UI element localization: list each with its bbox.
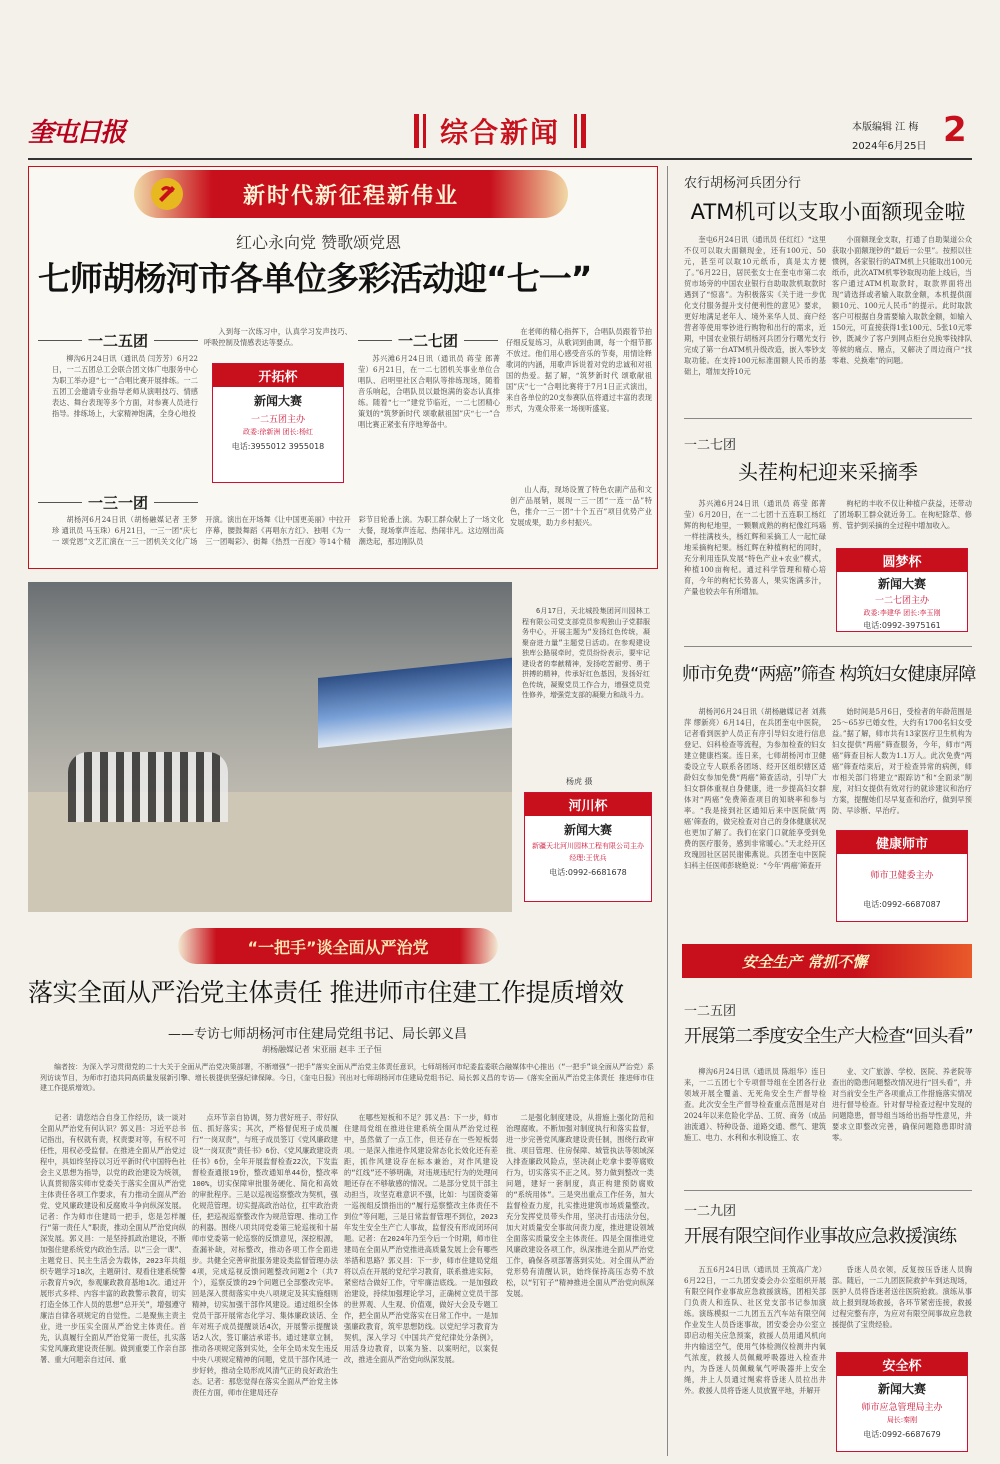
feature-col4: 二是强化制度建设，从措施上强化防范和治理腐败。不断加强对制度执行和落实监督，进一步完善党风廉政建设责任制，围绕行政审批、项目管理、住房保障、城管执法等领域深入排查廉政风险点，坚决刹止吃拿卡要等腐败行为，切实落实不正之风。努力做到整改一类问题，建好一套制度，真正构建预防腐败的“系统用体”。三是突出重点工作任务，加大监督检查力度，扎实推进建筑市场质量整改。充分发挥党员带头作用，坚决打击违法分包，加大对质量安全事故问责力度，推进建设领域全面落实质量安全主体责任。四是全面推进党风廉政建设各项工作，纵深推进全面从严治党工作，确保各项部署落到实处。对全面从严治党形势有清醒认识，始终保持高压态势不放松，以“钉钉子”精神推进全面从严治党向纵深发展。 — [506, 1113, 654, 1298]
section-title-125: 一二五团 — [38, 330, 198, 351]
feature-col1: 记者：请您结合自身工作经历，谈一谈对全面从严治党有何认识？郭义昌：习近平总书记指出，有权就有责，权责要对等，有权不可任性，用权必受监督。在推进全面从严治党过程中，具如终坚持以习近平新时代中国特色社会主义思想为指导，以党的政治建设为统领，认真贯彻落实师市党委关于落实全面从严治党主体责任各项工作要求，有力推动全面从严治党、党风廉政建设和反腐败斗争向纵深发展。记者：作为师市住建局一把手，您是怎样履行“第一责任人”职责，推动全面从严治党向纵深发展。郭义昌：一是坚持抓政治建设，不断加强住建系统党内政治生活。以“三会一课”、主题党日、民主生活会为载体，2023年共组织专题学习18次，主题研讨、观看住建系统警示教育片9次，参观廉政教育基地1次。通过开展形式多样、内容丰富的政教警示教育，切实打造全体工作人员的思想“总开关”，增强遵守廉洁自律各项规定的自觉性。二是聚焦主责主业，进一步压实全面从严治党主体责任。首先，认真履行全面从严治党第一责任，扎实落实党风廉政建设责任制。做到重要工作亲自部署、重大问题亲自过问、重 — [40, 1113, 186, 1364]
lead-kicker: 红心永向党 赞歌颂党恩 — [236, 233, 402, 252]
safety-banner — [682, 944, 972, 978]
atm-kicker: 农行胡杨河兵团分行 — [684, 176, 802, 191]
section-title-127: 一二七团 — [358, 330, 498, 351]
feature-col3: 在哪些短板和不足？郭义昌：下一步，师市住建局党组在推进住建系统全面从严治党过程中，虽然做了一点工作，但还存在一些短板弱项。一是深入推进作风建设常态化长效化还有差距，抓作风建设存在标本兼治，对作风建设的“红线”还不够明确，对违规违纪行为的处理问题还存在不够敏感的情况。二是部分党员干部主动担当，攻坚克难意识不强，比如：与国资委第一巡视组反馈指出的“履行巡察整改主体责任不到位”等问题，三是日常监督管理不到位，2023年发生安全生产亡人事故，监督没有形成闭环问题。记者：在2024年乃至今后一个时期，师市住建局在全面从严治党推进高质量发展上会有哪些举措和思路？郭义昌：下一步，师市住建局党组将以点在开展的党纪学习教育，联系推进实际，紧密结合做好工作，守牢廉洁底线。一是加强政治建设，持续加强理论学习，正确树立党员干部的世界观、人生观、价值观，做好大会及专题工作，把全面从严治党落实在日常工作中。一是加强廉政教育，筑牢思想防线。以党纪学习教育为契机，深入学习《中国共产党纪律处分条例》，用活身边教育，以案为鉴、以案明纪，以案促改，推进全面从严治党向纵深发展。 — [344, 1113, 498, 1364]
party-emblem-icon — [150, 177, 184, 211]
safety-t1b: 业、文广旅游、学校、医院、养老院等查出的隐患问题整改情况进行“回头看”，并对当前安全生产各项重点工作措施落实情况进行督导检查。针对督导检查过程中发现的问题隐患，督导组当场给出指导性意见，并要求立即整改完善，确保问题隐患即时清零。 — [832, 1067, 972, 1142]
newspaper-logo: 奎屯日报 — [28, 118, 125, 148]
gouqi-kicker: 一二七团 — [684, 438, 737, 453]
ad-anquan: 安全杯 新闻大赛 师市应急管理局主办 局长:秦刚 电话:0992-6687679 — [836, 1352, 968, 1452]
gouqi-col1: 苏兴滩6月24日讯（通讯员 蒋莹 郎菁莹）6月20日，在一二七团十五连职工杨红辉的枸杞地里，一颗颗成熟的枸杞像红玛瑙一样挂满枝头，杨红辉和采摘工人一起忙碌地采摘枸杞果。杨红辉在种植枸杞的同时，充分利用连队发展“特色产业+农业”模式，种植100亩枸杞。通过科学管理和精心培育，今年的枸杞长势喜人，果实饱满多汁，产量也较去年有所增加。 — [684, 499, 826, 596]
ad-kaituo: 开拓杯 新闻大赛 一二五团主办 政委:徐新洲 团长:杨红 电话:3955012 3955018 — [212, 363, 344, 483]
ad-jiankang: 健康师市 师市卫健委主办 电话:0992-6687087 — [836, 830, 968, 922]
atm-headline: ATM机可以支取小面额现金啦 — [690, 200, 966, 224]
lead-col5: 胡杨河6月24日讯（胡杨融媒记者 王梦珍 通讯员 马玉珠）6月21日，一三一团“庆七一 颂党恩”文艺汇演在一三一团机关文化广场开演。演出在开场舞《让中国更美丽》中拉开序幕，腰鼓舞蹈《再唱东方红》、独唱《为一三一团喝彩》、街舞《热烈一百度》等14个精彩节目轮番上演。为职工群众献上了一场文化大餐，现场掌声连起、热闹非凡。这边刚出高潮迭起，那边刚队员 — [52, 515, 504, 546]
gouqi-col2: 枸杞的丰收不仅让种植户获益，还带动了团场职工群众就近务工。在枸杞除草、修剪、管护到采摘的全过程中增加收入。 — [832, 499, 972, 530]
issue-date: 2024年6月25日 — [852, 141, 927, 152]
gouqi-headline: 头茬枸杞迎来采摘季 — [738, 460, 918, 484]
safety-t1a: 柳沟6月24日讯（通讯员 陈组华）连日来，一二五团七个专项督导组在全团各行业领域开展全覆盖、无死角安全生产督导检查。此次安全生产督导检查重点范围是对自2024年以来危险化学品、工贸、商务（成品油流通）、特种设备、道路交通、燃气、建筑施工、电力、水利和水利设施工、农 — [684, 1067, 826, 1142]
section-title-131: 一三一团 — [38, 492, 198, 513]
banner — [134, 170, 568, 218]
lead-headline: 七师胡杨河市各单位多彩活动迎“七一” — [38, 259, 592, 298]
safety-h2: 开展有限空间作业事故应急救援演练 — [684, 1226, 956, 1247]
atm-col2: 小面额现金支取，打通了自助渠道公众获取小面额现钞的“最后一公里”。按照以往惯例，各家银行的ATM机上只能取出100元纸币，此次ATM机零钞取现功能上线后，当客户通过ATM机取款时，取款界面将出现“请选择或者输入取款金额，本机提供面额10元、100元人民币”的提示。此时取款客户可根据自身需要输入取款金额，如输入150元，可直接获得1张100元、5张10元零钞，既减少了客户到网点柜台兑换零钱排队等候的痛点、赌点，又解决了周边商户“找零难、兑换难”的问题。 — [832, 235, 972, 365]
lead-col1: 柳沟6月24日讯（通讯员 闫芳芳）6月22日，一二五团总工会联合团文体广电服务中心为职工举办迎“七一”合唱比赛开展排练。一二五团工会邀请专业指导老师从演唱技巧、情感表达、舞台表现等多个方面，对参赛人员进行指导。排练场上，大家精神饱满，全身心地投 — [52, 354, 198, 418]
ad-yuanmeng: 圆梦杯 新闻大赛 一二七团主办 政委:李建华 团长:李玉刚 电话:0992-3975161 — [836, 548, 968, 632]
photo-credit: 杨虎 摄 — [566, 777, 593, 786]
editor-note: 编者按：为深入学习贯彻党的二十大关于全面从严治党决策部署，不断增强“一把手”落实全面从严治党主体责任意识，七师胡杨河市纪委监委联合融媒体中心推出（“一把手”谈全面从严治党）系列访谈节目，为师市打造共同高质量发展新引擎、增长极提供坚强纪律保障。今日，《奎屯日报》刊出对七师胡杨河市住建局党组书记、局长郭义昌的专访——《落实全面从严治党主体责任 推进师市住建工作提质增效》。 — [40, 1063, 654, 1092]
event-photo — [28, 582, 512, 912]
safety-k2: 一二九团 — [684, 1204, 737, 1219]
safety-t2a: 五五6月24日讯（通讯员 王筑高广龙）6月22日，一二九团安委会办公室组织开展有限空间作业事故应急救援演练，团相关部门负责人和连队、社区党支部书记参加演练。演练模拟一二九团五五汽车站有限空间作业发生人员昏迷事故，团安委会办公室立即启动相关应急预案，救援人员用通风机向井内输送空气，使用气体检测仪检测井内氧气浓度，救援人员佩戴呼吸器进入检查井内，为昏迷人员佩戴氧气呼吸器并上安全绳，井上人员通过绳索将昏迷人员拉出井外。救援人员将昏迷人员放置平地，并解开 — [684, 1265, 826, 1395]
section-title-box — [414, 108, 586, 154]
ad-hechuan: 河川杯 新闻大赛 新疆天北河川园林工程有限公司主办 经理:王优兵 电话:0992-6681678 — [524, 792, 652, 902]
lead-col3: 苏兴滩6月24日讯（通讯员 蒋莹 郎菁莹）6月21日，在一二七团机关事业单位合唱队、启明里社区合唱队等排练现场，随着音乐响起，合唱队员以最饱满的姿态认真排练。随着“七一”建党节临近，一二七团精心策划的“筑梦新时代 颂歌献祖国”庆“七一”合唱比赛正紧张有序地筹备中。 — [358, 354, 500, 429]
feature-banner: “一把手”谈全面从严治党 — [178, 928, 498, 964]
lead-col2: 入到每一次练习中，认真学习发声技巧、呼吸控制及情感表达等要点。 — [204, 327, 352, 347]
screening-headline: 师市免费“两癌”筛查 构筑妇女健康屏障 — [682, 664, 976, 685]
feature-subtitle: ——专访七师胡杨河市住建局党组书记、局长郭义昌 — [168, 1027, 468, 1042]
section-title: 综合新闻 — [439, 116, 560, 149]
screening-col2: 始时间是5月6日，受检者的年龄范围是25～65岁已婚女性，大约有1700名妇女受益。”据了解，师市共有13家医疗卫生机构为妇女提供“两癌”筛查服务，今年，师市“两癌”筛查目标人数为1.1万人。此次免费“两癌”筛查结束后，对于检查异常的病例，师市相关部门将建立“跟踪访”和“全面录”制度，对妇女提供有效对行的就诊建议和治疗方案，提醒她们尽早复查和治疗，做到早预防、早诊断、早治疗。 — [832, 707, 972, 815]
feature-headline: 落实全面从严治党主体责任 推进师市住建工作提质增效 — [28, 978, 624, 1007]
lead-col6: 山人海，现场设置了特色农副产品和文创产品展销，展现一三一团“一连一品”特色，推介一三一团“十个五百”项目优势产业发展成果，助力乡村振兴。 — [510, 485, 652, 527]
lead-col4: 在老师的精心指挥下，合唱队员跟着节拍仔细反复练习，从歌词到曲调，每一个细节都不放过。他们用心感受音乐的节奏，用情诠释歌词的内涵，用歌声诉说着对党的忠诚和对祖国的热爱。据了解，“筑梦新时代 颂歌献祖国”庆“七一”合唱比赛将于7月1日正式演出，来自各单位的20支参赛队伍将通过丰富的表现形式，为观众带来一场视听盛宴。 — [506, 327, 652, 413]
atm-col1: 奎屯6月24日讯（通讯员 任红红）“这里不仅可以取大面额现金，还有100元、50元，甚至可以取10元纸币，真是太方便了。”6月22日，居民张女士在奎屯市第二农贸市场旁的中国农业银行自助取款机取款时遇到了“惊喜”。为积极落实《关于进一步优化支付服务提升支付便利性的意见》要求，更好地满足老年人、境外来华人员、商户经营者等使用零钞进行购物和出行的需求，近期，中国农业银行胡杨河兵团分行曙光支行完成了第一台ATM机升级改造，嵌入零钞支取功能。在支持100元标准面额人民币的基础上，增加支持10元 — [684, 235, 826, 376]
page-number: 2 — [943, 110, 967, 150]
editor-info: 本版编辑 江 梅 — [852, 122, 919, 133]
safety-t2b: 昏迷人员衣领，反复按压昏迷人员胸部。随后，一二九团医院救护车到达现场，医护人员将昏迷者送往医院抢救。演练从事故上报到现场救援，各环节紧密连接，救援过程完整有序，为应对有限空间事故应急救援提供了宝贵经验。 — [832, 1265, 972, 1329]
banner-title: 新时代新征程新伟业 — [242, 183, 459, 209]
feature-col2: 点环节亲自协调，努力营好班子、带好队伍、抓好落实；其次，严格督促班子成员履行“一岗双责”，与班子成员签订《党风廉政建设“一岗双责”责任书》6份、《党风廉政建设责任书》6份，全年开展监督检查22次，下发监督检查通报19份，整改通知单44份，整改率100%，切实保障审批服务硬化、简化和高效的审批程序。三是以巡视巡察整改为契机，强化规范管理。切实提高政治站位，扛牢政治责任，把巡视巡察整改作为规范管理、推动工作的利器。围绕八项共同党委第三轮巡视和十届师市党委第一轮巡察的反馈意见，深挖根源，查漏补缺，对标整改，推动各项工作全面进步。共健全完善审批服务建设类监督管理办法4项，完成巡视反馈问题整改问题2个（共7个），巡察反馈的29个问题已全部整改完毕。回是深入贯彻落实中央八项规定及其实施细则精神，切实加强干部作风建设。通过组织全体党员干部开展常态化学习、集体廉政谈话、全年对班子成员提醒谈话4次，开展警示提醒谈话2人次，签订廉洁承诺书。通过建章立制，推动各项规定落到实处，全年全局未发生违反中央八项规定精神的问题，党员干部作风进一步好转，推动全局形成风清气正的良好政治生态。记者：那您觉得在落实全面从严治党主体责任方面，师市住建局还存 — [192, 1113, 338, 1397]
safety-k1: 一二五团 — [684, 1004, 737, 1019]
safety-banner-text: 安全生产 常抓不懈 — [742, 952, 868, 971]
photo-caption: 6月17日，天北城投集团河川园林工程有限公司党支部党员参观独山子党群服务中心，开展主题为“发扬红色传统，凝聚奋进力量”主题党日活动。在参观建设独库公路展牵时，党员纷纷表示，要牢记建设者的奉献精神，发扬吃苦耐劳、勇于拼搏的精神，传承好红色基因，发扬好红色传统，凝聚党员工作合力，增强党员党性修养，增强党支部的凝聚力和战斗力。 — [522, 607, 650, 699]
feature-byline: 胡杨融媒记者 宋亚丽 赵丰 王子恒 — [262, 1045, 382, 1054]
safety-h1: 开展第二季度安全生产大检查“回头看” — [684, 1026, 973, 1047]
screening-col1: 胡杨河6月24日讯（胡杨融媒记者 刘燕萍 缪新亮）6月14日，在兵团奎屯中医院，记者看到医护人员正有序引导妇女进行信息登记、妇科检查等流程，为参加检查的妇女建立健康档案。连日来，七师胡杨河市卫健委设立专人联系各团场、经开区组织辖区适龄妇女参加免费“两癌”筛查活动，引导广大妇女群体重视自身健康，进一步提高妇女群体对“两癌”免费筛查项目的知晓率和参与率。“我是接到社区通知后来中医院做‘两癌’筛查的，做完检查对自己的身体健康状况也更加了解了。我们在家门口就能享受到免费的医疗服务，感到非常暖心。”天北经开区玫瑰园社区居民谢佛燕说。兵团奎屯中医院妇科主任医师彭晓艳说：“今年‘两癌’筛查开 — [684, 707, 826, 870]
